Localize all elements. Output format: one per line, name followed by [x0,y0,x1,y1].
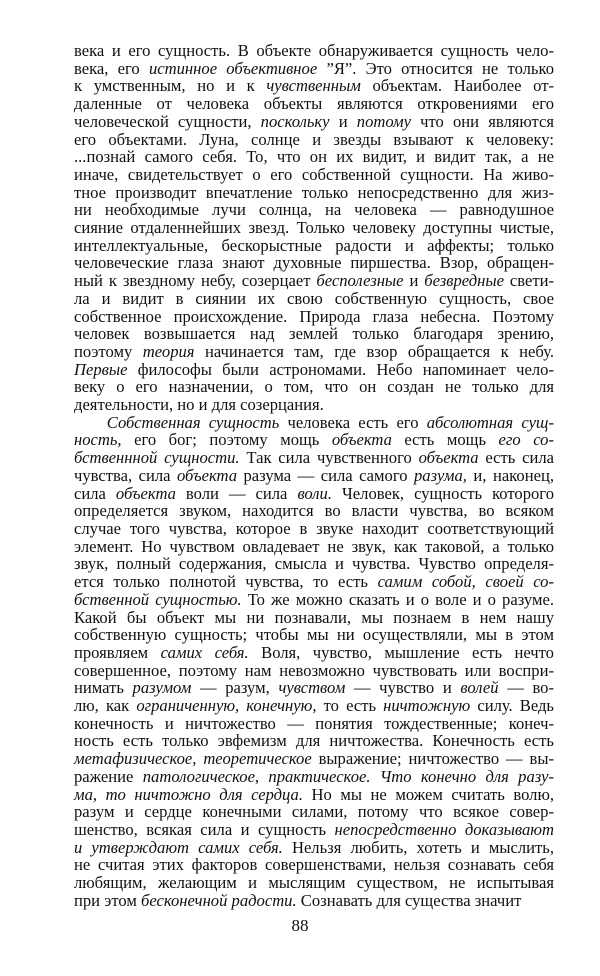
text-line: ражение патологическое, практическое. Что конечно для разу- [74,766,554,786]
text-line: ...познай самого себя. То, что он их видит, и видит так, а не [74,147,554,167]
text-line: сила объекта воли — сила воли. Человек, сущность которого [74,483,554,503]
text-line: чувства, сила объекта разума — сила самого разума, и, наконец, [74,465,554,485]
text-line: звук, полный содержания, смысла и чувства. Чувство определя- [74,554,554,574]
text-line: ность есть только эвфемизм для ничтожества. Конечность есть [74,731,554,751]
text-line: человеческие глаза знают духовные пиршества. Взор, обращен- [74,253,554,273]
text-line: ный к звездному небу, созерцает бесполезные и безвредные свети- [74,271,554,291]
text-line: разум и сердце конечными силами, потому что всякое совер- [74,802,554,822]
text-line: определяется звуком, находится во власти чувства, во всяком [74,501,554,521]
text-line: века и его сущность. В объекте обнаруживается сущность чело- [74,41,554,60]
text-line: совершенное, поэтому нам невозможно чувствовать или воспри- [74,660,554,680]
text-line: деятельности, но и для созерцания. [74,395,324,415]
text-line: ла и видит в сиянии их свою собственную сущность, свое [74,288,554,308]
text-line: собственное происхождение. Природа глаза небесна. Поэтому [74,306,554,326]
text-line: ни необходимые лучи солнца, на человека — равнодушное [74,200,554,220]
text-line: не считая этих факторов совершенствами, нельзя сознавать себя [74,855,554,875]
text-line: шенство, всякая сила и сущность непосредственно доказывают [74,819,554,839]
text-line: ма, то ничтожно для сердца. Но мы не можем считать волю, [74,784,554,804]
paragraph-2 [74,414,554,910]
text-line: его объектами. Луна, солнце и звезды взывают к человеку: [74,129,554,149]
text-line: иначе, свидетельствует о его собственной сущности. На живо- [74,164,554,184]
text-line: ность, его бог; поэтому мощь объекта есть мощь его со- [74,430,554,450]
text-line: ется только полнотой чувства, то есть самим собой, своей со- [74,572,554,592]
text-line: веку о его назначении, о том, что он создан не только для [74,377,554,397]
text-line: лю, как ограниченную, конечную, то есть ничтожную силу. Ведь [74,696,554,716]
text-line: поэтому теория начинается там, где взор обращается к небу. [74,341,555,361]
text-line: любящим, желающим и мыслящим существом, не испытывая [74,873,554,893]
text-line: конечность и ничтожество — понятия тождественные; конеч- [74,713,554,733]
text-line: человеческой сущности, поскольку и потому что они являются [74,111,554,131]
text-line: проявляем самих себя. Воля, чувство, мышление есть нечто [74,642,554,662]
text-line: Собственная сущность человека есть его абсолютная сущ- [106,412,554,432]
text-line: бственнной сущности. Так сила чувственного объекта есть сила [74,448,554,468]
page-number: 88 [291,916,309,935]
text-line: и утверждают самих себя. Нельзя любить, хотеть и мыслить, [74,837,554,857]
text-line: элемент. Но чувством овладевает не звук, как таковой, а только [74,536,554,556]
text-line: случае того чувства, которое в звуке находит соответствующий [74,518,554,538]
text-line: сияние отдаленнейших звезд. Только человеку доступны чистые, [74,218,554,238]
text-line: бственной сущностью. То же можно сказать и о воле и о разуме. [74,589,555,609]
paragraph-1 [74,42,554,414]
text-line: при этом бесконечной радости. Сознавать для существа значит [74,890,522,910]
text-line: тное производит впечатление только непосредственно для жиз- [74,182,554,202]
text-line: нимать разумом — разум, чувством — чувство и волей — во- [74,678,554,698]
text-line: даленные от человека объекты являются откровениями его [74,94,554,114]
text-block [74,42,554,909]
text-line: собственную сущность; чтобы мы ни осуществляли, мы в этом [74,625,554,645]
text-line: интеллектуальные, бескорыстные радости и аффекты; только [74,235,554,255]
text-line: к умственным, но и к чувственным объектам. Наиболее от- [74,76,555,96]
text-line: метафизическое, теоретическое выражение; ничтожество — вы- [74,749,554,769]
text-line: века, его истинное объективное ”Я”. Это относится не только [74,58,555,78]
text-line: Какой бы объект мы ни познавали, мы познаем в нем нашу [74,607,554,627]
text-line: Первые философы были астрономами. Небо напоминает чело- [74,359,554,379]
text-line: человек возвышается над землей только благодаря зрению, [74,324,554,344]
